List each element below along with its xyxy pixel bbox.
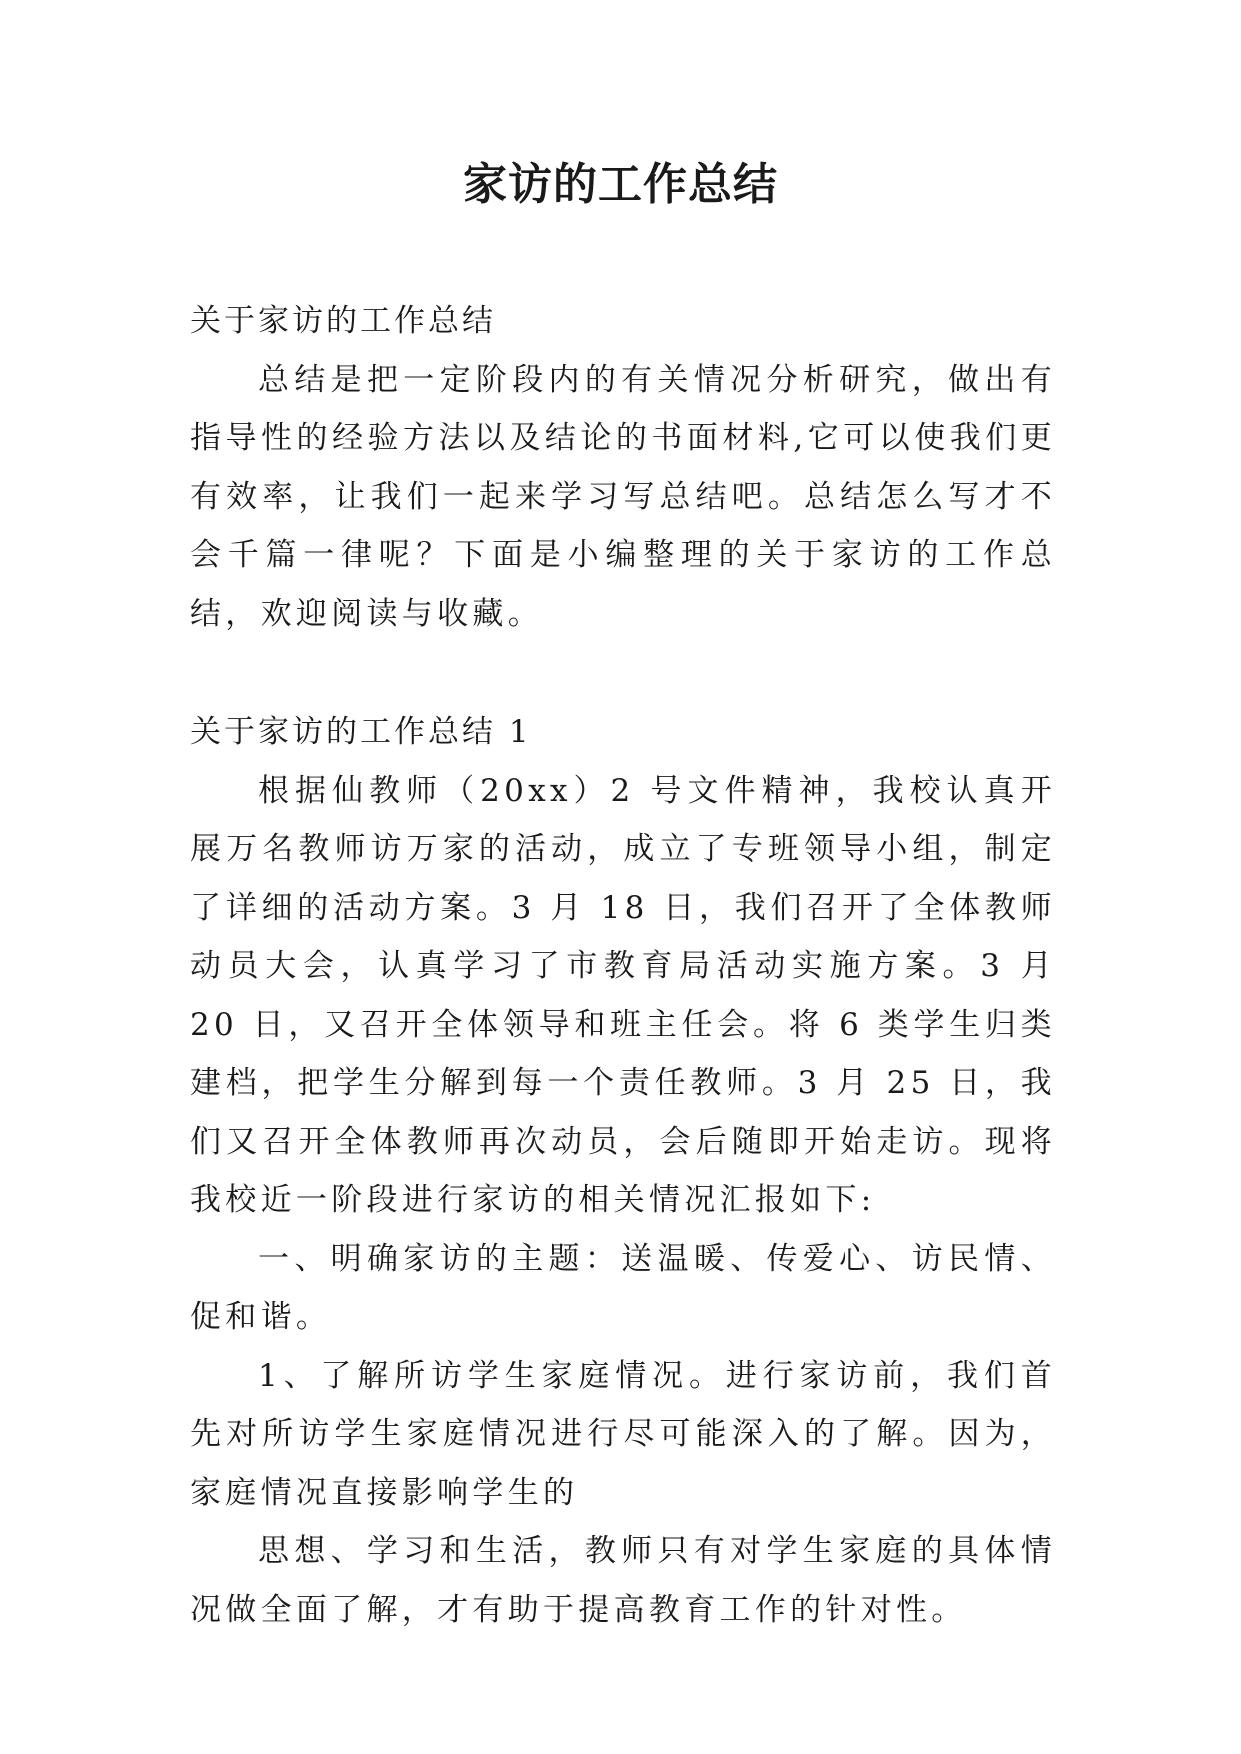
intro-paragraph: 总结是把一定阶段内的有关情况分析研究，做出有指导性的经验方法以及结论的书面材料,它可以使我们更有效率，让我们一起来学习写总结吧。总结怎么写才不会千篇一律呢？下面是小编整理的关于家访的工作总结，欢迎阅读与收藏。 (190, 361, 1056, 632)
body-paragraph: 1、了解所访学生家庭情况。进行家访前，我们首先对所访学生家庭情况进行尽可能深入的了解。因为，家庭情况直接影响学生的 (190, 1357, 1056, 1511)
document-title: 家访的工作总结 (463, 159, 778, 210)
section-heading: 关于家访的工作总结 1 (190, 714, 532, 750)
body-paragraph: 根据仙教师（20xx）2 号文件精神，我校认真开展万名教师访万家的活动，成立了专班领导小组，制定了详细的活动方案。3 月 18 日，我们召开了全体教师动员大会，认真学习了市教育局活动实施方案。3 月 20 日，又召开全体领导和班主任会。将 6 类学生归类建档，把学生分解到每一个责任教师。3 月 25 日，我们又召开全体教师再次动员，会后随即开始走访。现将我校近一阶段进行家访的相关情况汇报如下: (190, 772, 1056, 1218)
body-paragraph: 一、明确家访的主题：送温暖、传爱心、访民情、促和谐。 (190, 1240, 1056, 1335)
body-paragraph: 思想、学习和生活，教师只有对学生家庭的具体情况做全面了解，才有助于提高教育工作的针对性。 (190, 1533, 1056, 1628)
section-heading: 关于家访的工作总结 (190, 303, 496, 339)
section-spacer (190, 643, 1056, 703)
document-body (190, 292, 1056, 1639)
